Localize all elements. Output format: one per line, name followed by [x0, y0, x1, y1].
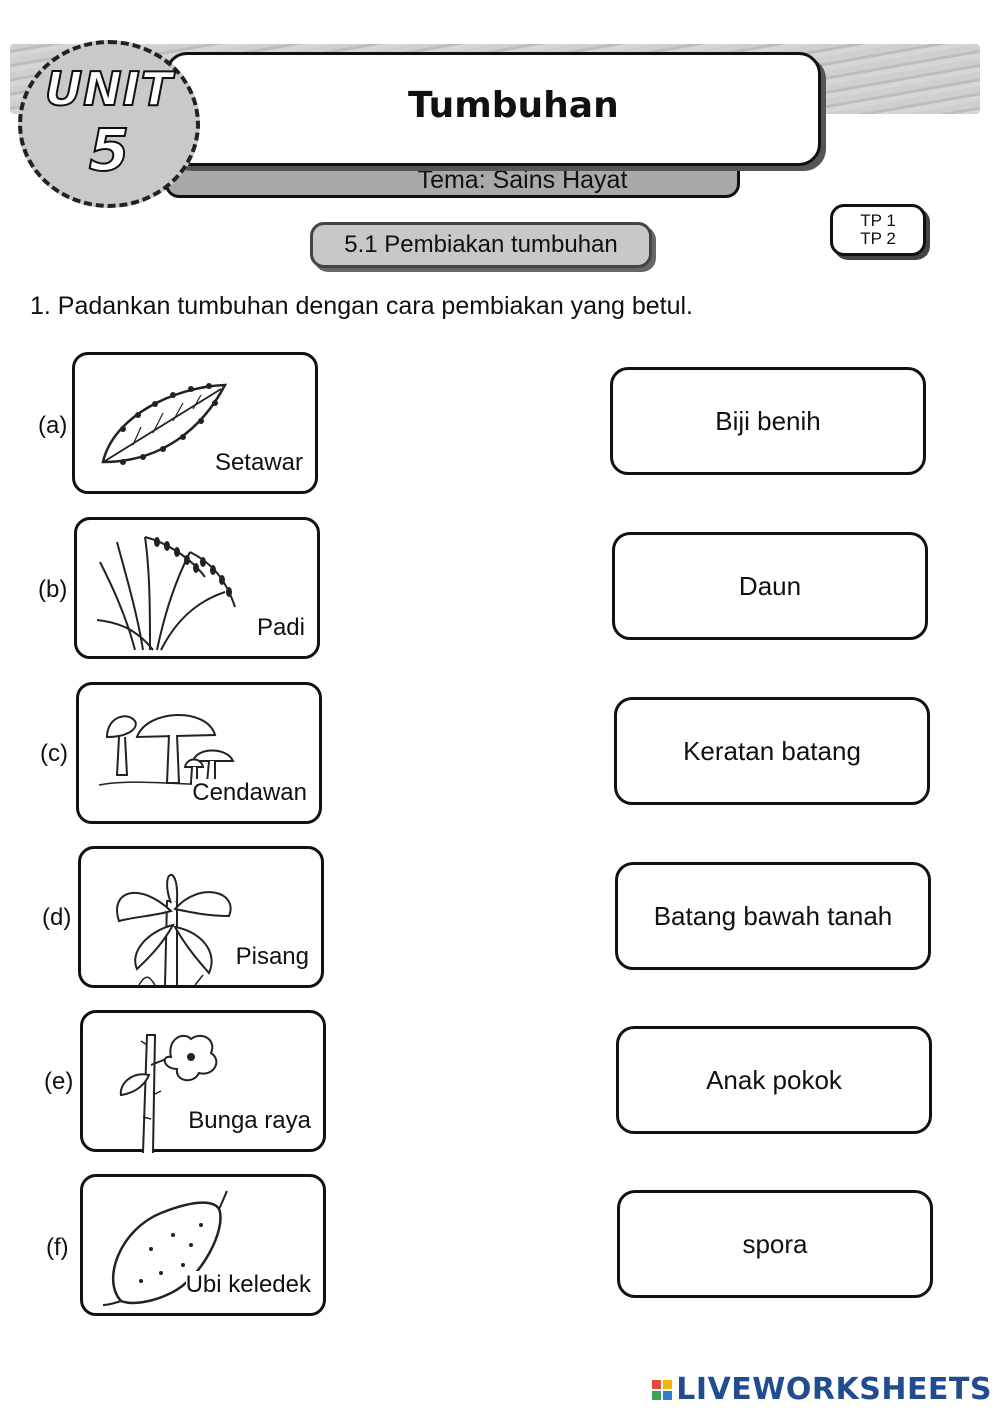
answer-box-keratan-batang[interactable]: Keratan batang	[614, 697, 930, 805]
title-box	[165, 52, 821, 166]
page-title: Tumbuhan	[408, 85, 619, 126]
logo-text: LIVEWORKSHEETS	[676, 1372, 992, 1407]
tp-line-1: TP 1	[860, 211, 896, 230]
item-label: (f)	[46, 1234, 69, 1261]
plant-card-cendawan[interactable]	[76, 682, 322, 824]
item-label: (b)	[38, 576, 68, 603]
plant-name: Cendawan	[192, 779, 307, 806]
theme-text: Tema: Sains Hayat	[417, 166, 628, 194]
tp-line-2: TP 2	[860, 229, 896, 248]
logo-block-green	[652, 1391, 661, 1400]
banana-tree-icon	[99, 861, 249, 987]
liveworksheets-logo	[652, 1372, 992, 1407]
plant-name: Setawar	[214, 449, 303, 476]
item-label: (e)	[44, 1068, 74, 1095]
item-label: (c)	[40, 740, 68, 767]
item-label: (d)	[42, 904, 72, 931]
plant-card-pisang[interactable]	[78, 846, 324, 988]
logo-block-blue	[663, 1391, 672, 1400]
plant-card-bunga-raya[interactable]	[80, 1010, 326, 1152]
answer-box-batang-bawah-tanah[interactable]: Batang bawah tanah	[615, 862, 931, 970]
plant-card-setawar[interactable]	[72, 352, 318, 494]
unit-number: 5	[88, 116, 130, 184]
plant-card-padi[interactable]	[74, 517, 320, 659]
subtopic-text: 5.1 Pembiakan tumbuhan	[344, 231, 618, 258]
tp-level-badge	[830, 204, 926, 256]
instruction-text: 1. Padankan tumbuhan dengan cara pembiakan yang betul.	[30, 292, 693, 320]
answer-box-biji-benih[interactable]: Biji benih	[610, 367, 926, 475]
logo-block-yellow	[663, 1380, 672, 1389]
plant-name: Pisang	[235, 943, 309, 970]
rice-plant-icon	[95, 532, 245, 652]
item-label: (a)	[38, 412, 68, 439]
plant-card-ubi-keledek[interactable]	[80, 1174, 326, 1316]
unit-badge	[18, 40, 200, 208]
answer-box-spora[interactable]: spora	[617, 1190, 933, 1298]
logo-blocks-icon	[652, 1380, 672, 1400]
answer-box-anak-pokok[interactable]: Anak pokok	[616, 1026, 932, 1134]
subtopic-badge	[310, 222, 652, 268]
plant-name: Padi	[256, 614, 305, 641]
leaf-icon	[93, 367, 233, 477]
unit-word: UNIT	[44, 62, 174, 116]
plant-name: Ubi keledek	[185, 1271, 311, 1298]
logo-block-red	[652, 1380, 661, 1389]
answer-box-daun[interactable]: Daun	[612, 532, 928, 640]
plant-name: Bunga raya	[188, 1107, 311, 1134]
